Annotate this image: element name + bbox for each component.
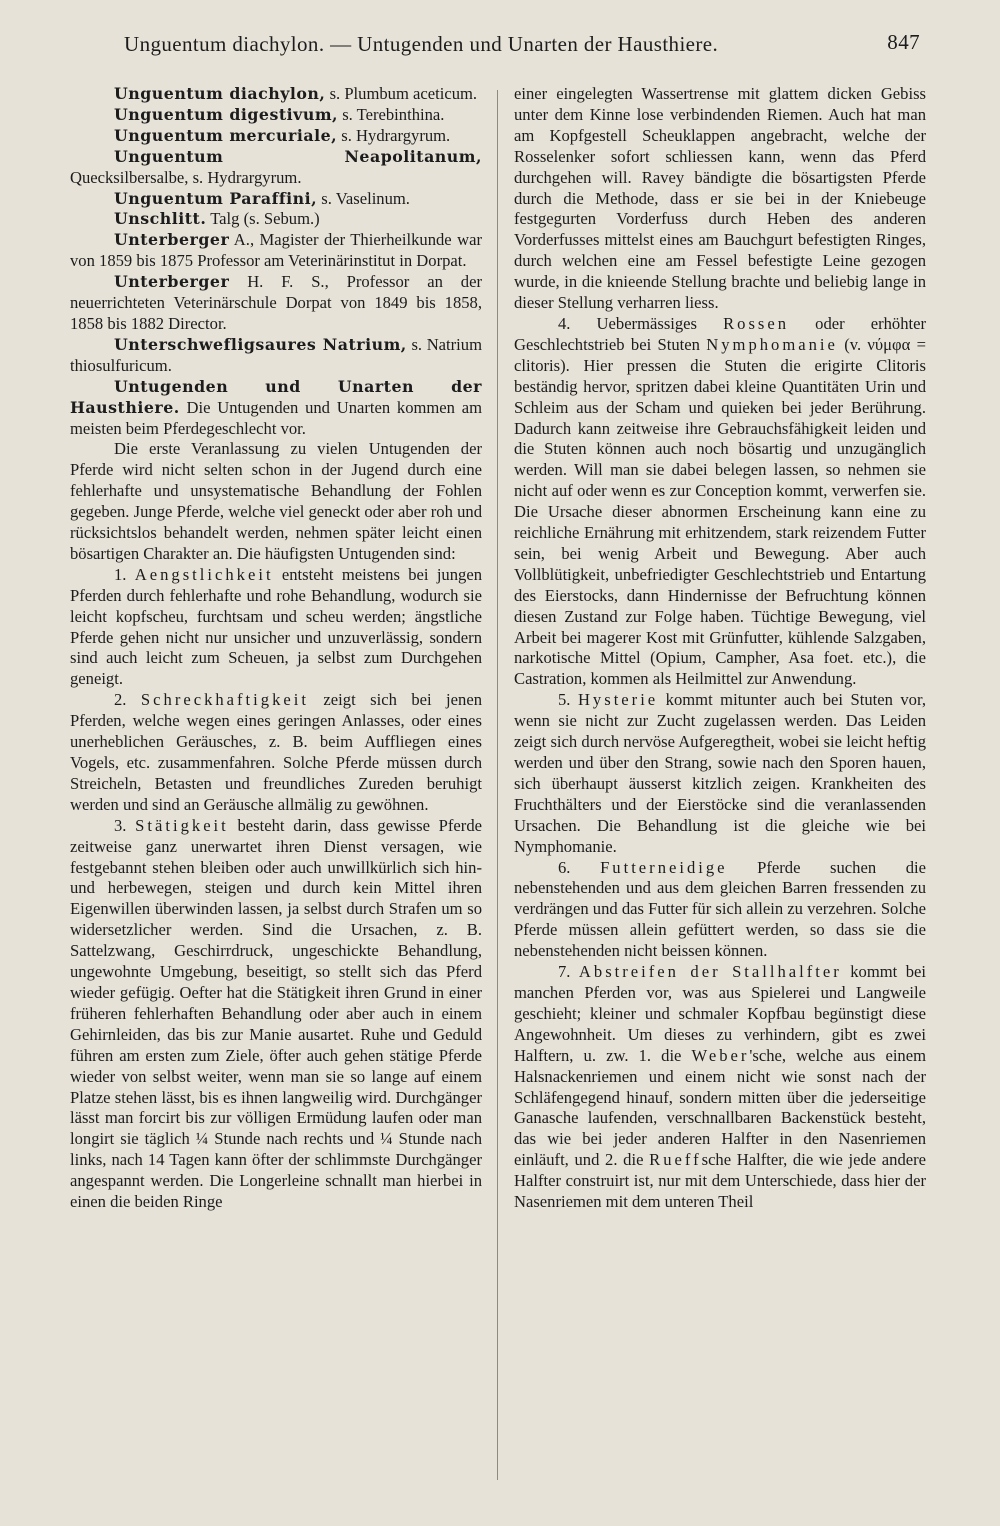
paragraph-text: kommt mitunter auch bei Stuten vor, wenn sie nicht zur Zucht zugelassen werden. Das Leiden zeigt sich durch nervöse Aufgeregtheit, wobei sie leicht heftig werden und über den Strang, sowie nach den Sporen hauen, sich überhaupt äusserst kitzlich zeigen. Krankheiten des Fruchthälters und der Eierstöcke sind die veranlassenden Ursachen. Die Behandlung ist die gleiche wie bei Nymphomanie. (514, 690, 926, 856)
spaced-term: Schreckhaftigkeit (140, 690, 309, 710)
spaced-term: Rossen (723, 313, 790, 333)
paragraph-4-rossen (514, 314, 926, 690)
entry-unschlitt (70, 209, 482, 230)
entry-keyword: Unterschwefligsaures Natrium, (114, 334, 407, 354)
entry-keyword: Unguentum Neapolitanum, (114, 146, 482, 166)
paragraph-3-continued: einer eingelegten Wassertrense mit glattem dicken Gebiss unter dem Kinne lose verbindenden Riemen. Auch hat man am Kopfgestell Scheuklappen angebracht, welche der Rosselenker sofort schliessen kann, wenn das Pferd durchgehen will. Ravey bändigte die bösartigsten Pferde durch die Methode, dass er sie bei in der Kniebeuge festgegurten Vorderfuss durch Heben des anderen Vorderfusses mittelst eines am Bauchgurt befestigten Ringes, durch welchen eine am Fessel befestigte Leine gezogen wurde, in die knieende Stellung brachte und beliebig lange in dieser Stellung verharren liess. (514, 84, 926, 313)
paragraph-1-aengstlichkeit (70, 565, 482, 690)
running-title: Unguentum diachylon. — Untugenden und Unarten der Hausthiere. (124, 32, 719, 56)
column-divider (497, 90, 498, 1480)
spaced-term: Stätigkeit (135, 815, 229, 835)
spaced-term: Aengstlichkeit (134, 564, 274, 584)
paragraph-text: besteht darin, dass gewisse Pferde zeitweise ganz unerwartet ihren Dienst versagen, wie festgebannt stehen bleiben oder auch unwillkürlich sich hin- und herbewegen, steigen und durch kein Mittel ihren Eigenwillen überwinden lassen, ja selbst durch Strafen um so widersetzlicher werden. Sind die Ursachen, z. B. Sattelzwang, Geschirrdruck, ungeschickte Behandlung, ungewohnte Umgebung, beseitigt, so stellt sich das Pferd wieder gefügig. Oefter hat die Stätigkeit ihren Grund in einer früheren fehlerhaften Behandlung oder aber auch in einem Gehirnleiden, das bis zur Manie ausartet. Ruhe und Geduld führen am ersten zum Ziele, öfter auch gehen stätige Pferde wieder von selbst weiter, wenn man sie so lange auf einem Platze stehen lässt, bis es ihnen langweilig wird. Durchgänger lässt man forcirt bis zur völligen Ermüdung laufen oder man longirt sie täglich ¼ Stunde nach rechts und ¼ Stunde nach links, nach 14 Tagen kann öfter der schlimmste Durchgänger angespannt werden. Die Longerleine schnallt man hierbei in einen die beiden Ringe (70, 815, 482, 1212)
paragraph-text: (v. νύμφα = clitoris). Hier pressen die Stuten die erigirte Clitoris beständig hervor, spritzen dabei kleine Quantitäten Urin und Schleim aus der Scham und quieken bei jeder Berührung. Dadurch kann zeitweise ihre Gebrauchsfähigkeit leiden und die Stuten können auch noch bösartig und unzugänglich werden. Will man sie dabei belegen lassen, so nehmen sie nicht auf oder wenn es zur Conception kommt, verwerfen sie. Die Ursache dieser abnormen Erscheinung kann eine zu reichliche Ernährung mit erhitzendem, stark reizendem Futter sein, bei wenig Arbeit und Bewegung. Aber auch Vollblütigkeit, unbefriedigter Geschlechtstrieb und Entartung des Eierstocks, dann Hindernisse der Befruchtung können diesen Zustand zur Folge haben. Tüchtige Bewegung, viel Arbeit bei magerer Kost mit Grünfutter, kühlende Salzgaben, narkotische Mittel (Opium, Campher, Asa foet. etc.), die Castration, kommen als Heilmittel zur Anwendung. (514, 334, 926, 689)
paragraph-number: 7. (558, 962, 571, 982)
paragraph-5-hysterie (514, 690, 926, 857)
paragraph-text: kommt bei manchen Pferden vor, was aus Spielerei und Langweile geschieht; kleiner und schmaler Kopfbau begünstigt diese Angewohnheit. Um dieses zu verhindern, gibt es zwei Halftern, u. zw. 1. die (514, 962, 927, 1065)
paragraph-number: 3. (114, 815, 127, 835)
left-column (70, 84, 482, 1213)
entry-unterberger-a (70, 230, 482, 272)
entry-text: H. F. S., Professor an der neuerrichteten Veterinärschule Dorpat von 1849 bis 1858, 1858 bis 1882 Director. (70, 272, 482, 333)
term-uebermaessiges: Uebermässiges (596, 313, 698, 333)
paragraph-number: 2. (114, 690, 127, 710)
entry-unterberger-h (70, 272, 482, 335)
paragraph-6-futterneidige (514, 858, 926, 963)
paragraph-text: 'sche, welche aus einem Halsnackenriemen und einem nicht wie sonst nach der Schläfengegend hinauf, sondern mitten über die jederseitige Ganasche laufenden, verschnallbaren Backenstück besteht, das wie bei jeder anderen Halfter in den Nasenriemen einläuft, und 2. die (514, 1045, 926, 1170)
intro-paragraph: Die erste Veranlassung zu vielen Untugenden der Pferde wird nicht selten schon in der Jugend durch eine fehlerhafte und unsystematische Behandlung der Fohlen gegeben. Junge Pferde, welche viel geneckt oder aber roh und rücksichtslos behandelt werden, nehmen später leicht einen bösartigen Charakter an. Die häufigsten Untugenden sind: (70, 439, 482, 563)
spaced-term: Nymphomanie (706, 334, 838, 354)
spaced-term: Rueff (649, 1150, 702, 1170)
entry-keyword: Unterberger (114, 272, 230, 292)
paragraph-number: 6. (558, 857, 571, 877)
entry-text: Quecksilbersalbe, s. Hydrargyrum. (70, 167, 302, 187)
paragraph-text: entsteht meistens bei jungen Pferden durch fehlerhafte und rohe Behandlung, wodurch sie leicht kopfscheu, furchtsam und scheu werden; ängstliche Pferde gehen nicht nur unsicher und unzuverlässig, sondern sind auch leicht zum Scheuen, ja selbst zum Durchgehen geneigt. (70, 564, 482, 689)
paragraph-text: sche Halfter, die wie jede andere Halfter construirt ist, nur mit dem Unterschiede, dass hier der Nasenriemen mit dem unteren Theil (514, 1150, 927, 1212)
running-head (124, 30, 924, 62)
entry-unterschwefligsaures-natrium (70, 335, 482, 377)
paragraph-number: 4. (558, 313, 571, 333)
entry-keyword: Unguentum digestivum, (114, 104, 339, 124)
spaced-term: Weber (691, 1045, 750, 1065)
entry-keyword: Unguentum diachylon, (114, 84, 326, 103)
entry-unguentum-diachylon (70, 84, 482, 105)
entry-text: s. Terebinthina. (338, 104, 445, 124)
entry-text: s. Plumbum aceticum. (325, 84, 478, 103)
paragraph-7-abstreifen (514, 962, 926, 1213)
paragraph-text: zeigt sich bei jenen Pferden, welche wegen eines geringen Anlasses, oder eines unerheblichen Geräusches, z. B. beim Auffliegen eines Vogels, etc. zusammenfahren. Solche Pferde müssen durch Streicheln, Betasten und freundliches Zureden beruhigt werden und sind an Geräusche allmälig zu gewöhnen. (70, 690, 482, 814)
entry-unguentum-paraffini (70, 189, 482, 210)
entry-text: s. Hydrargyrum. (337, 125, 451, 145)
entry-keyword: Unschlitt. (114, 209, 207, 229)
entry-unguentum-neapolitanum (70, 147, 482, 189)
page-number: 847 (887, 30, 920, 54)
right-column (514, 84, 926, 1213)
entry-keyword: Unguentum Paraffini, (114, 188, 318, 208)
spaced-term: Hysterie (577, 690, 659, 710)
paragraph-2-schreckhaftigkeit (70, 690, 482, 815)
paragraph-number: 5. (558, 690, 571, 710)
entry-text: A., Magister der Thierheilkunde war von 1859 bis 1875 Professor am Veterinärinstitut in Dorpat. (70, 230, 482, 271)
spaced-term: Futterneidige (600, 857, 728, 877)
paragraph-text: Pferde suchen die nebenstehenden und aus dem gleichen Barren fressenden zu verdrängen und das Futter für sich allein zu verzehren. Solche Pferde müssen allein gefüttert werden, so dass sie die nebenstehenden nicht beissen können. (514, 857, 926, 961)
entry-unguentum-mercuriale (70, 126, 482, 147)
entry-unguentum-digestivum (70, 105, 482, 126)
entry-keyword: Untugenden und Unarten der Hausthiere. (70, 376, 482, 417)
paragraph-text: oder erhöhter Geschlechtstrieb bei Stuten (514, 313, 926, 354)
paragraph-3-staetigkeit (70, 816, 482, 1213)
entry-untugenden (70, 377, 482, 440)
spaced-term: Abstreifen der Stallhalfter (578, 962, 842, 982)
entry-text: Talg (s. Sebum.) (206, 209, 320, 229)
entry-keyword: Unguentum mercuriale, (114, 125, 338, 145)
entry-text: s. Natrium thiosulfuricum. (70, 334, 482, 375)
entry-keyword: Unterberger (114, 230, 230, 250)
entry-text: Die Untugenden und Unarten kommen am meisten beim Pferdegeschlecht vor. (70, 397, 482, 438)
paragraph-number: 1. (114, 564, 127, 584)
entry-text: s. Vaselinum. (317, 188, 410, 208)
